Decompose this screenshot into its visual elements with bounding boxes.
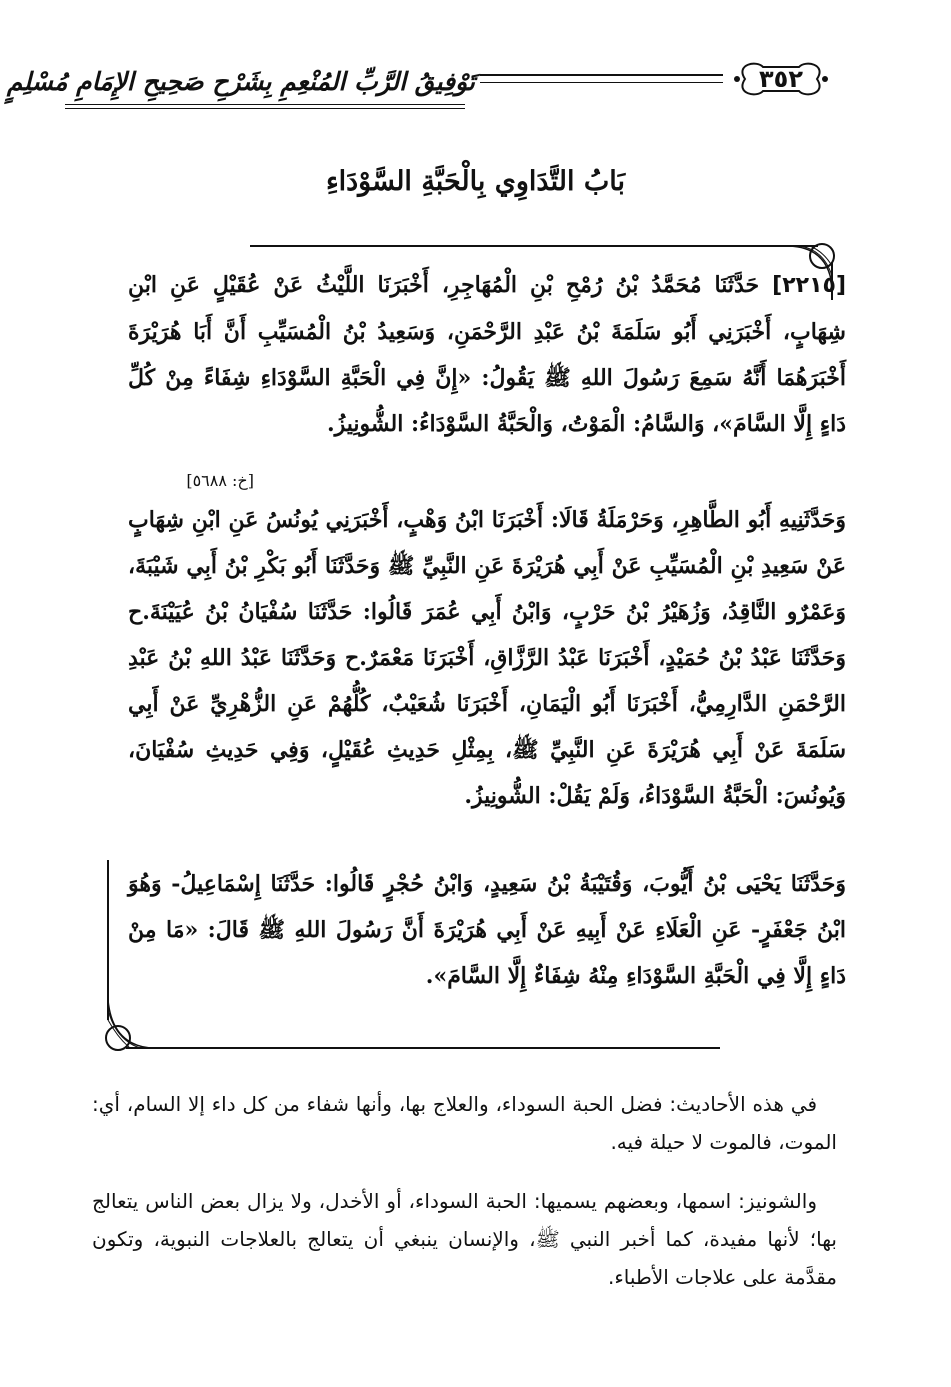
running-header — [6, 52, 835, 112]
book-title: تَوْفِيقُ الرَّبِّ المُنْعِمِ بِشَرْحِ صَحِيحِ الإِمَامِ مُسْلِمٍ — [6, 67, 475, 96]
hadith-number: [٢٢١٥] — [772, 273, 846, 298]
page-number-badge — [727, 58, 835, 100]
page-number: ٣٥٢ — [759, 65, 803, 93]
cross-reference: [خ: ٥٦٨٨] — [186, 471, 254, 490]
hadith-main-text — [128, 262, 846, 447]
commentary-paragraph-2 — [92, 1182, 837, 1296]
header-rule — [480, 74, 723, 83]
hadith-chain-3 — [128, 861, 846, 999]
book-title-underline — [65, 104, 465, 109]
chain-3-text: وَحَدَّثَنَا يَحْيَى بْنُ أَيُّوبَ، وَقُتَيْبَةُ بْنُ سَعِيدٍ، وَابْنُ حُجْرٍ قَالُوا: حَدَّثَنَا إِسْمَاعِيلُ- وَهُوَ ابْنُ جَعْفَرٍ- عَنِ الْعَلَاءِ عَنْ أَبِيهِ عَنْ أَبِي هُرَيْرَةَ أَنَّ رَسُولَ اللهِ ﷺ قَالَ: «مَا مِنْ دَاءٍ إِلَّا فِي الْحَبَّةِ السَّوْدَاءِ مِنْهُ شِفَاءٌ إِلَّا السَّامَ». — [128, 871, 846, 989]
commentary-text-1: في هذه الأحاديث: فضل الحبة السوداء، والعلاج بها، وأنها شفاء من كل داء إلا السام، أي: الموت، فالموت لا حيلة فيه. — [92, 1092, 837, 1154]
chain-2-text: وَحَدَّثَنِيهِ أَبُو الطَّاهِرِ، وَحَرْمَلَةُ قَالَا: أَخْبَرَنَا ابْنُ وَهْبٍ، أَخْبَرَنِي يُونُسُ عَنِ ابْنِ شِهَابٍ عَنْ سَعِيدِ بْنِ الْمُسَيِّبِ عَنْ أَبِي هُرَيْرَةَ عَنِ النَّبِيِّ ﷺ وَحَدَّثَنَا أَبُو بَكْرِ بْنُ أَبِي شَيْبَةَ، وَعَمْرٌو النَّاقِدُ، وَزُهَيْرُ بْنُ حَرْبٍ، وَابْنُ أَبِي عُمَرَ قَالُوا: حَدَّثَنَا سُفْيَانُ بْنُ عُيَيْنَةَ.ح وَحَدَّثَنَا عَبْدُ بْنُ حُمَيْدٍ، أَخْبَرَنَا عَبْدُ الرَّزَّاقِ، أَخْبَرَنَا مَعْمَرٌ.ح وَحَدَّثَنَا عَبْدُ اللهِ بْنُ عَبْدِ الرَّحْمَنِ الدَّارِمِيُّ، أَخْبَرَنَا أَبُو الْيَمَانِ، أَخْبَرَنَا شُعَيْبٌ، كُلُّهُمْ عَنِ الزُّهْرِيِّ عَنْ أَبِي سَلَمَةَ عَنْ أَبِي هُرَيْرَةَ عَنِ النَّبِيِّ ﷺ، بِمِثْلِ حَدِيثِ عُقَيْلٍ، وَفِي حَدِيثِ سُفْيَانَ، وَيُونُسَ: الْحَبَّةُ السَّوْدَاءُ، وَلَمْ يَقُلْ: الشُّونِيزُ. — [128, 507, 846, 809]
hadith-chain-2 — [128, 497, 846, 819]
commentary-text-2: والشونيز: اسمها، وبعضهم يسميها: الحبة السوداء، أو الأخدل، ولا يزال بعض الناس يتعالج بها؛ لأنها مفيدة، كما أخبر النبي ﷺ، والإنسان ينبغي أن يتعالج بالعلاجات النبوية، وتكون مقدَّمة على علاجات الأطباء. — [92, 1189, 837, 1289]
commentary-paragraph-1 — [92, 1085, 837, 1161]
hadith-body: حَدَّثَنَا مُحَمَّدُ بْنُ رُمْحِ بْنِ الْمُهَاجِرِ، أَخْبَرَنَا اللَّيْثُ عَنْ عُقَيْلٍ عَنِ ابْنِ شِهَابٍ، أَخْبَرَنِي أَبُو سَلَمَةَ بْنُ عَبْدِ الرَّحْمَنِ، وَسَعِيدُ بْنُ الْمُسَيِّبِ أَنَّ أَبَا هُرَيْرَةَ أَخْبَرَهُمَا أَنَّهُ سَمِعَ رَسُولَ اللهِ ﷺ يَقُولُ: «إِنَّ فِي الْحَبَّةِ السَّوْدَاءِ شِفَاءً مِنْ كُلِّ دَاءٍ إِلَّا السَّامَ»، وَالسَّامُ: الْمَوْتُ، وَالْحَبَّةُ السَّوْدَاءُ: الشُّونِيزُ. — [128, 272, 846, 437]
chapter-title: بَابُ التَّدَاوِي بِالْحَبَّةِ السَّوْدَاءِ — [325, 166, 626, 197]
